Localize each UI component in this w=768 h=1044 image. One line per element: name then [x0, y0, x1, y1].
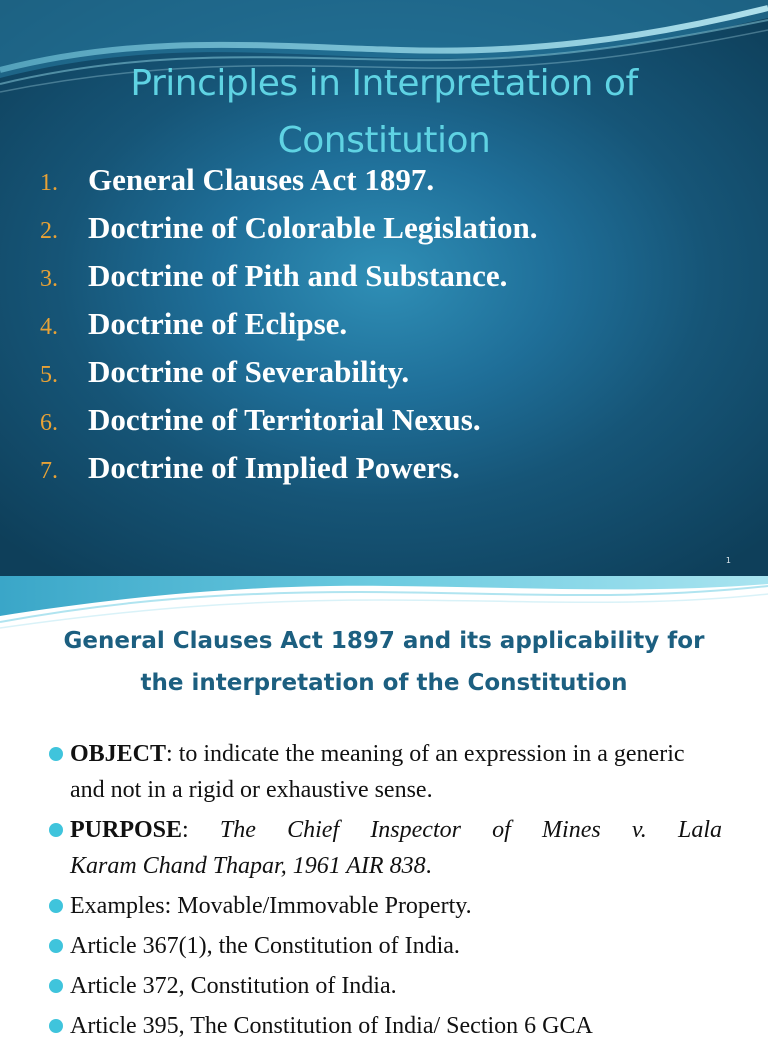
slide-2-title-line-2: the interpretation of the Constitution — [140, 670, 628, 696]
item-text: Doctrine of Colorable Legislation. — [88, 210, 538, 245]
slide-2-title — [0, 620, 768, 704]
purpose-case-line-2: Karam Chand Thapar, 1961 AIR 838 — [70, 853, 426, 879]
item-text: Doctrine of Territorial Nexus. — [88, 402, 481, 437]
gca-bullet-list — [48, 736, 722, 1044]
bullet-dot-icon — [49, 979, 63, 993]
slide-1-title-line-1: Principles in Interpretation of — [130, 63, 638, 104]
item-number: 1. — [40, 170, 58, 196]
list-item — [40, 402, 537, 450]
list-item — [40, 450, 537, 498]
slide-1-title — [0, 55, 768, 169]
item-text: Doctrine of Pith and Substance. — [88, 258, 508, 293]
bullet-text: Examples: Movable/Immovable Property. — [70, 893, 472, 919]
bullet-article-367 — [48, 928, 722, 964]
bullet-dot-icon — [49, 899, 63, 913]
bullet-text: Article 372, Constitution of India. — [70, 973, 397, 999]
purpose-line-1 — [70, 812, 722, 848]
bullet-examples — [48, 888, 722, 924]
bullet-dot-icon — [49, 939, 63, 953]
slide-2 — [0, 576, 768, 1039]
item-number: 3. — [40, 266, 58, 292]
purpose-end: . — [425, 853, 432, 879]
item-number: 4. — [40, 314, 58, 340]
bullet-article-372 — [48, 968, 722, 1004]
item-number: 2. — [40, 218, 58, 244]
purpose-label: PURPOSE — [70, 817, 183, 843]
item-number: 7. — [40, 458, 58, 484]
list-item — [40, 210, 537, 258]
object-text: : to indicate the meaning of an expression in a generic and not in a rigid or exhaustive sense. — [70, 741, 685, 803]
list-item — [40, 306, 537, 354]
purpose-case-line-1: The Chief Inspector of Mines v. Lala — [219, 817, 722, 843]
item-text: Doctrine of Implied Powers. — [88, 450, 460, 485]
bullet-object — [48, 736, 722, 808]
item-text: General Clauses Act 1897. — [88, 162, 435, 197]
bullet-text: Article 395, The Constitution of India/ Section 6 GCA — [70, 1013, 593, 1039]
object-label: OBJECT — [70, 741, 167, 767]
list-item — [40, 258, 537, 306]
principles-list — [40, 162, 537, 498]
item-number: 5. — [40, 362, 58, 388]
bullet-purpose — [48, 812, 722, 884]
item-text: Doctrine of Severability. — [88, 354, 410, 389]
bullet-text: Article 367(1), the Constitution of India. — [70, 933, 460, 959]
slide-2-title-line-1: General Clauses Act 1897 and its applicability for — [63, 628, 705, 654]
item-number: 6. — [40, 410, 58, 436]
item-text: Doctrine of Eclipse. — [88, 306, 348, 341]
slide-1-title-line-2: Constitution — [277, 120, 491, 161]
bullet-article-395 — [48, 1008, 722, 1044]
bullet-dot-icon — [49, 823, 63, 837]
purpose-colon: : — [182, 817, 220, 843]
list-item — [40, 162, 537, 210]
bullet-dot-icon — [49, 1019, 63, 1033]
list-item — [40, 354, 537, 402]
page-number: 1 — [725, 556, 731, 565]
bullet-dot-icon — [49, 747, 63, 761]
